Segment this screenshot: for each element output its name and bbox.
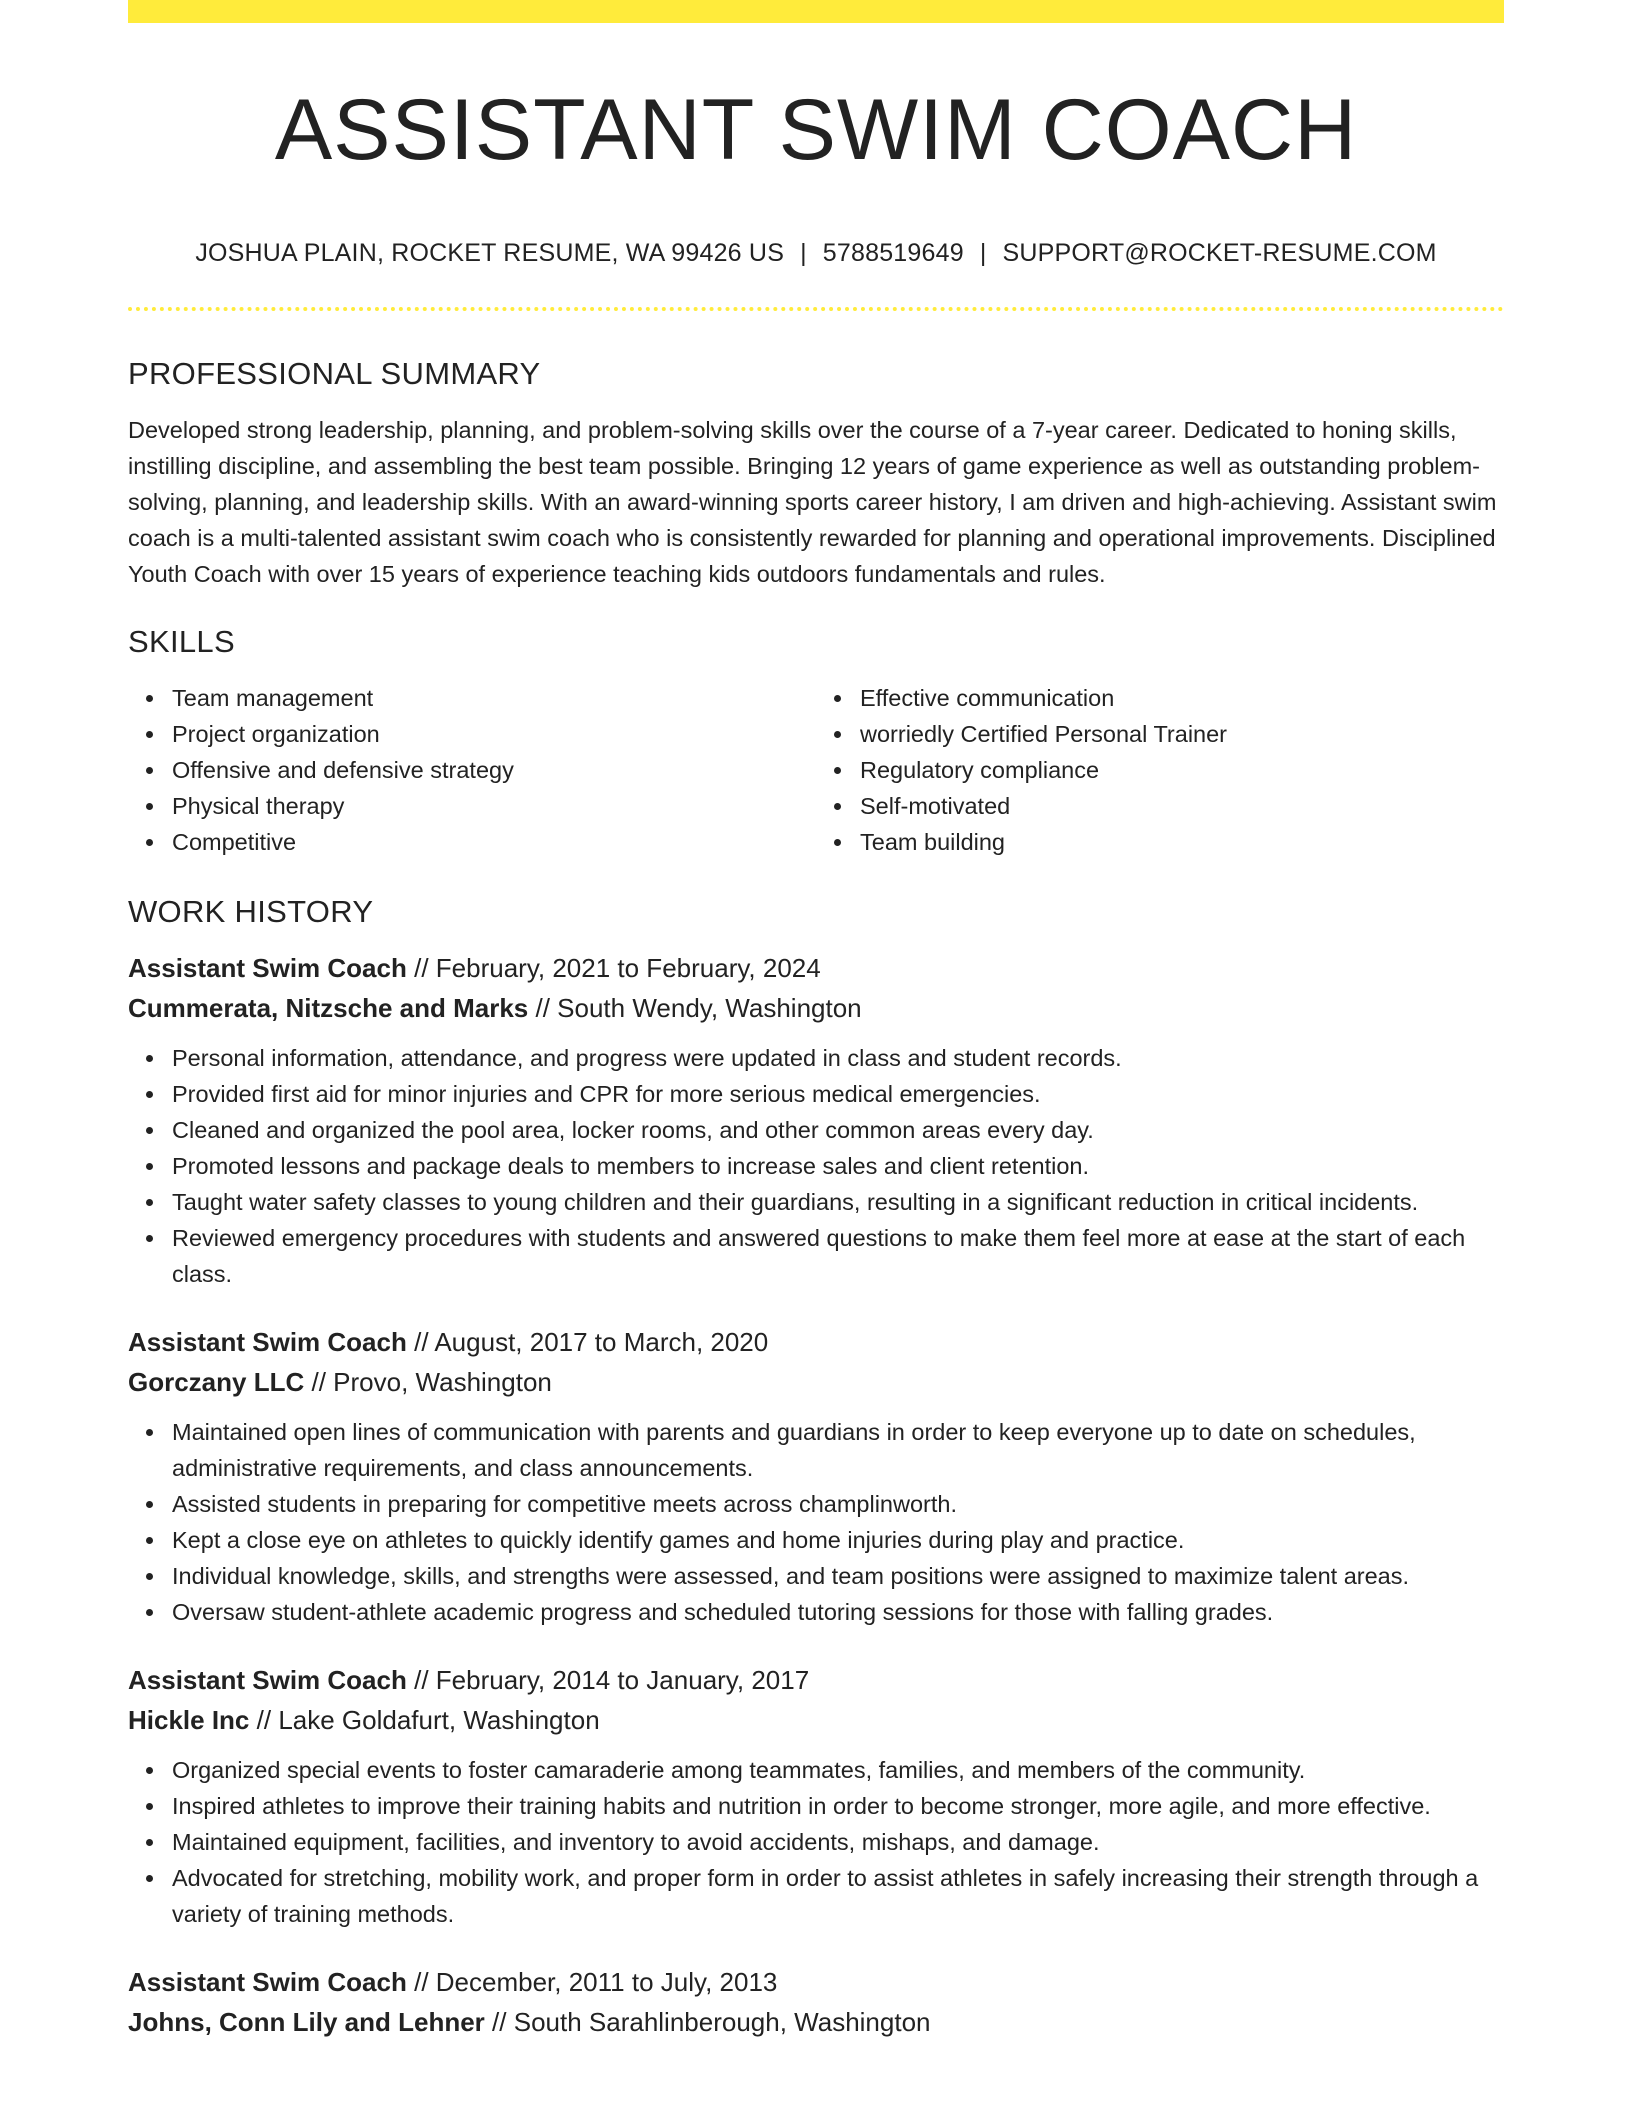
skills-list-left xyxy=(128,680,816,860)
job-bullet: Advocated for stretching, mobility work, and proper form in order to assist athletes in safely increasing their strength through a variety of training methods. xyxy=(172,1860,1504,1932)
job-dates: December, 2011 to July, 2013 xyxy=(435,1967,778,1997)
skills-grid xyxy=(128,680,1504,860)
dotted-divider xyxy=(128,307,1504,311)
job-dates: February, 2021 to February, 2024 xyxy=(435,953,821,983)
skill-item: Team building xyxy=(860,824,1504,860)
job-bullet: Oversaw student-athlete academic progress and scheduled tutoring sessions for those with falling grades. xyxy=(172,1594,1504,1630)
job-bullet: Individual knowledge, skills, and strengths were assessed, and team positions were assigned to maximize talent areas. xyxy=(172,1558,1504,1594)
job-company: Gorczany LLC xyxy=(128,1367,305,1397)
contact-email: SUPPORT@ROCKET-RESUME.COM xyxy=(1002,239,1437,267)
job-dates: February, 2014 to January, 2017 xyxy=(435,1665,810,1695)
job-role-line xyxy=(128,1322,1504,1362)
job-role: Assistant Swim Coach xyxy=(128,953,407,983)
job-role: Assistant Swim Coach xyxy=(128,1327,407,1357)
job-company-line xyxy=(128,1362,1504,1402)
job-separator: // xyxy=(414,1967,429,1997)
job-separator: // xyxy=(311,1367,326,1397)
job-entry xyxy=(128,1962,1504,2042)
job-location: South Sarahlinberough, Washington xyxy=(513,2007,931,2037)
summary-heading: PROFESSIONAL SUMMARY xyxy=(128,356,541,391)
skill-item: Competitive xyxy=(172,824,816,860)
job-bullet: Maintained open lines of communication with parents and guardians in order to keep everyone up to date on schedules, administrative requirements, and class announcements. xyxy=(172,1414,1504,1486)
job-bullet: Taught water safety classes to young children and their guardians, resulting in a significant reduction in critical incidents. xyxy=(172,1184,1504,1220)
job-location: South Wendy, Washington xyxy=(557,993,862,1023)
job-bullets xyxy=(128,1040,1504,1292)
job-role-line xyxy=(128,948,1504,988)
accent-bar xyxy=(128,0,1504,23)
job-bullet: Promoted lessons and package deals to members to increase sales and client retention. xyxy=(172,1148,1504,1184)
job-location: Lake Goldafurt, Washington xyxy=(278,1705,600,1735)
job-location: Provo, Washington xyxy=(333,1367,552,1397)
contact-phone: 5788519649 xyxy=(822,239,964,267)
work-history-heading: WORK HISTORY xyxy=(128,894,374,929)
skills-heading: SKILLS xyxy=(128,624,235,659)
job-bullet: Maintained equipment, facilities, and inventory to avoid accidents, mishaps, and damage. xyxy=(172,1824,1504,1860)
job-company: Johns, Conn Lily and Lehner xyxy=(128,2007,485,2037)
job-bullet: Organized special events to foster camaraderie among teammates, families, and members of the community. xyxy=(172,1752,1504,1788)
job-bullet: Reviewed emergency procedures with students and answered questions to make them feel more at ease at the start of each class. xyxy=(172,1220,1504,1292)
job-company-line xyxy=(128,2002,1504,2042)
skill-item: Regulatory compliance xyxy=(860,752,1504,788)
skill-item: Offensive and defensive strategy xyxy=(172,752,816,788)
job-separator: // xyxy=(414,1327,429,1357)
job-bullet: Kept a close eye on athletes to quickly identify games and home injuries during play and practice. xyxy=(172,1522,1504,1558)
skill-item: Effective communication xyxy=(860,680,1504,716)
job-bullet: Cleaned and organized the pool area, locker rooms, and other common areas every day. xyxy=(172,1112,1504,1148)
job-bullet: Provided first aid for minor injuries and CPR for more serious medical emergencies. xyxy=(172,1076,1504,1112)
job-bullet: Assisted students in preparing for competitive meets across champlinworth. xyxy=(172,1486,1504,1522)
job-dates: August, 2017 to March, 2020 xyxy=(434,1327,769,1357)
job-entry xyxy=(128,1660,1504,1932)
job-bullet: Personal information, attendance, and progress were updated in class and student records. xyxy=(172,1040,1504,1076)
resume-title: ASSISTANT SWIM COACH xyxy=(274,82,1358,178)
skill-item: Physical therapy xyxy=(172,788,816,824)
job-company-line xyxy=(128,988,1504,1028)
skill-item: Self-motivated xyxy=(860,788,1504,824)
job-entry xyxy=(128,1322,1504,1630)
job-separator: // xyxy=(535,993,550,1023)
job-entry xyxy=(128,948,1504,1292)
job-bullets xyxy=(128,1414,1504,1630)
job-role-line xyxy=(128,1962,1504,2002)
job-role: Assistant Swim Coach xyxy=(128,1665,407,1695)
job-company: Hickle Inc xyxy=(128,1705,250,1735)
resume-body xyxy=(128,352,1504,2042)
job-separator: // xyxy=(414,1665,429,1695)
job-bullets xyxy=(128,1752,1504,1932)
skills-list-right xyxy=(816,680,1504,860)
job-role: Assistant Swim Coach xyxy=(128,1967,407,1997)
skill-item: Team management xyxy=(172,680,816,716)
contact-separator: | xyxy=(800,239,807,267)
summary-text: Developed strong leadership, planning, and problem-solving skills over the course of a 7-year career. Dedicated to honing skills, instilling discipline, and assembling the best team possible. Bringing 12 years of game experience as well as outstanding problem-solving, planning, and leadership skills. With an award-winning sports career history, I am driven and high-achieving. Assistant swim coach is a multi-talented assistant swim coach who is consistently rewarded for planning and operational improvements. Disciplined Youth Coach with over 15 years of experience teaching kids outdoors fundamentals and rules. xyxy=(128,417,1497,587)
job-separator: // xyxy=(256,1705,272,1735)
contact-line xyxy=(128,236,1504,270)
job-company-line xyxy=(128,1700,1504,1740)
job-role-line xyxy=(128,1660,1504,1700)
job-bullet: Inspired athletes to improve their training habits and nutrition in order to become stronger, more agile, and more effective. xyxy=(172,1788,1504,1824)
skill-item: Project organization xyxy=(172,716,816,752)
contact-separator: | xyxy=(979,239,987,267)
job-company: Cummerata, Nitzsche and Marks xyxy=(128,993,529,1023)
job-separator: // xyxy=(414,953,429,983)
job-separator: // xyxy=(492,2007,507,2037)
skill-item: worriedly Certified Personal Trainer xyxy=(860,716,1504,752)
contact-address: JOSHUA PLAIN, ROCKET RESUME, WA 99426 US xyxy=(195,239,785,267)
